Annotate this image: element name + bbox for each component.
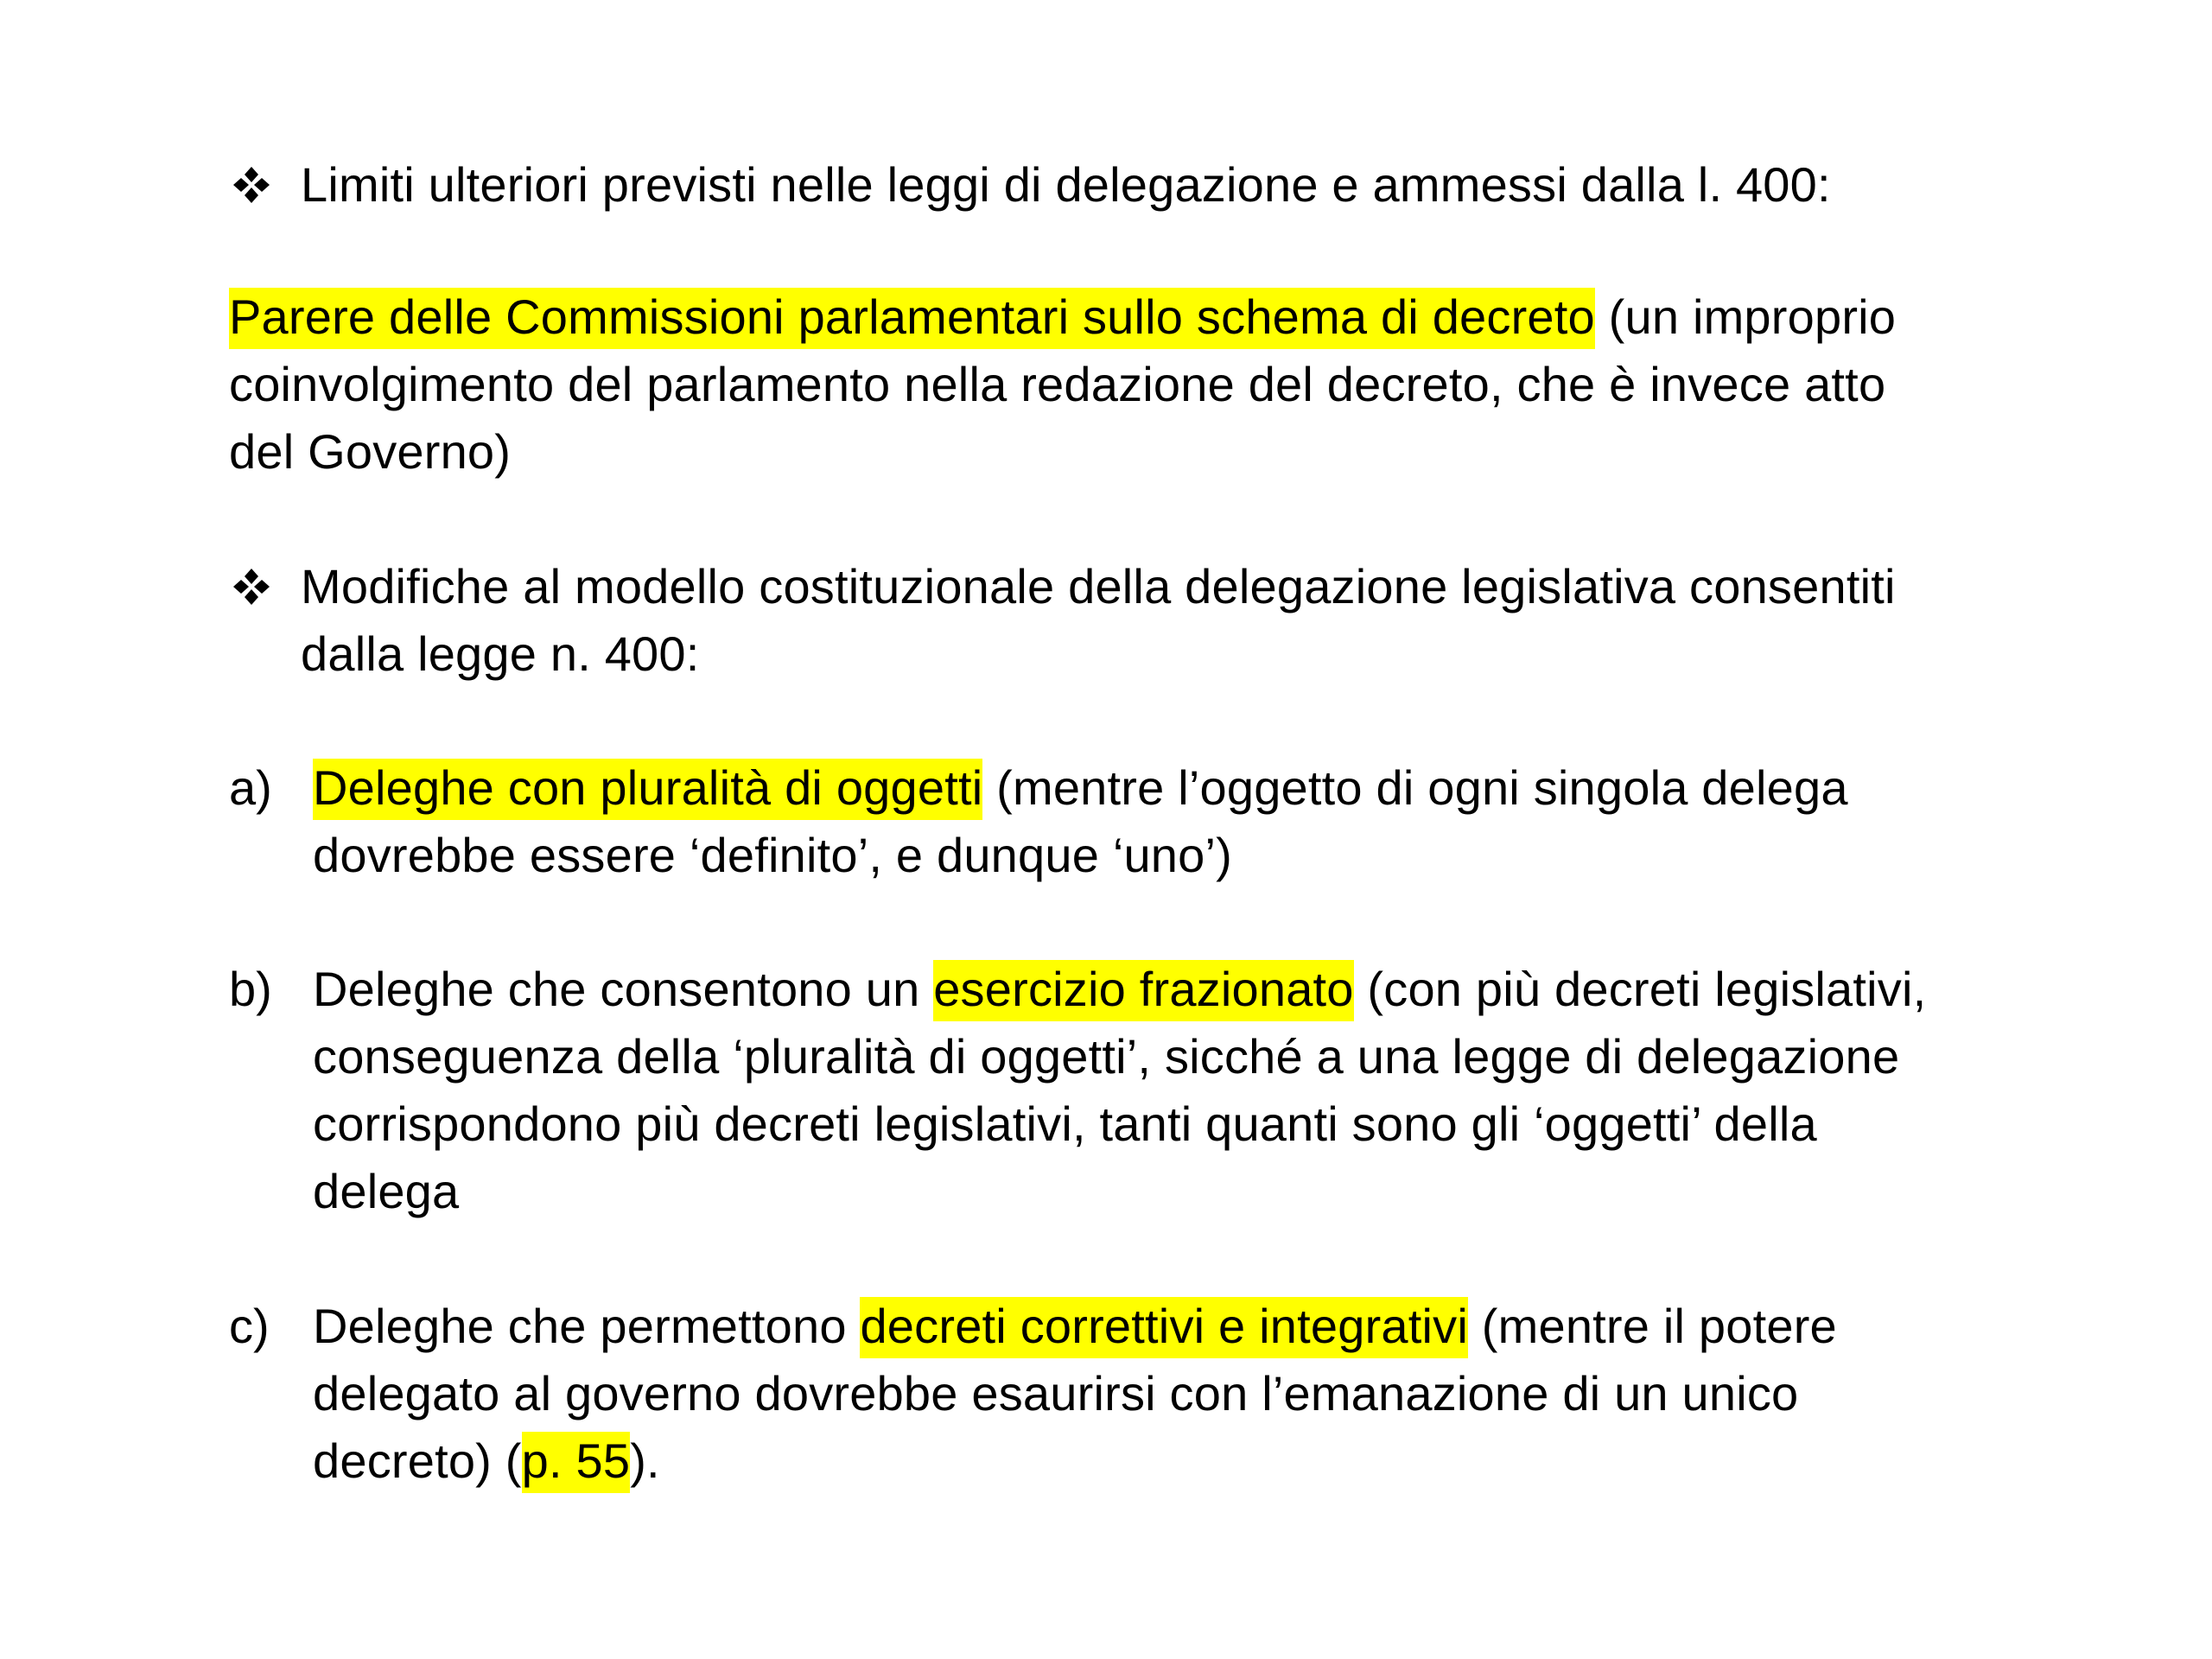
highlight-esercizio: esercizio frazionato [933,960,1353,1021]
list-item-c-line2-text: delegato al governo dovrebbe esaurirsi con l’emanazione di un unico [313,1366,1799,1421]
section1-heading [301,151,1831,219]
section2-heading-line1 [301,553,1896,620]
list-item-a-line1 [313,754,1848,822]
highlight-pluralita: Deleghe con pluralità di oggetti [313,759,982,820]
four-diamond-bullet-icon [232,165,271,205]
list-item-b-line3 [313,1090,1817,1158]
list-item-c-line1-rest: (mentre il potere [1468,1299,1837,1353]
list-marker-b: b) [229,962,272,1016]
paragraph1-line2-text: coinvolgimento del parlamento nella redazione del decreto, che è invece atto [229,357,1886,411]
list-item-b-line2-text: conseguenza della ‘pluralità di oggetti’, sicché a una legge di delegazione [313,1029,1900,1084]
paragraph1-line3 [229,418,511,486]
four-diamond-bullet-icon [232,567,271,607]
list-item-c-line1 [313,1293,1837,1360]
list-item-c-line1-pre: Deleghe che permettono [313,1299,861,1353]
list-item-c-line2 [313,1360,1798,1427]
list-item-b-line4 [313,1158,459,1225]
list-item-b-line3-text: corrispondono più decreti legislativi, tanti quanti sono gli ‘oggetti’ della [313,1096,1817,1151]
section2-heading-line1-text: Modifiche al modello costituzionale della delegazione legislativa consentiti [301,559,1896,613]
list-item-b-line1-pre: Deleghe che consentono un [313,962,934,1016]
list-item-b-line1 [313,956,1926,1023]
section1-heading-text: Limiti ulteriori previsti nelle leggi di delegazione e ammessi dalla l. 400: [301,157,1831,212]
section2-heading-line2 [301,620,700,688]
paragraph1-line1-rest: (un improprio [1594,289,1897,344]
list-item-c-line3 [313,1427,660,1495]
list-item-c-line3-post: ). [630,1433,660,1488]
highlight-decreti: decreti correttivi e integrativi [860,1297,1468,1358]
list-item-b-line1-rest: (con più decreti legislativi, [1353,962,1927,1016]
paragraph1-line2 [229,351,1885,418]
list-item-a-line2-text: dovrebbe essere ‘definito’, e dunque ‘uno’) [313,828,1232,882]
highlight-parere: Parere delle Commissioni parlamentari sullo schema di decreto [229,288,1595,349]
list-item-b-line2 [313,1023,1899,1090]
paragraph1-line3-text: del Governo) [229,424,512,479]
list-marker-a: a) [229,760,272,815]
highlight-page-ref: p. 55 [522,1432,631,1493]
list-marker-c: c) [229,1299,270,1353]
list-item-c-line3-pre: decreto) ( [313,1433,522,1488]
section2-heading-line2-text: dalla legge n. 400: [301,626,700,681]
list-item-b-line4-text: delega [313,1164,460,1218]
paragraph1-line1 [229,283,1896,351]
list-item-a-line1-rest: (mentre l’oggetto di ogni singola delega [982,760,1848,815]
list-item-a-line2 [313,822,1232,889]
